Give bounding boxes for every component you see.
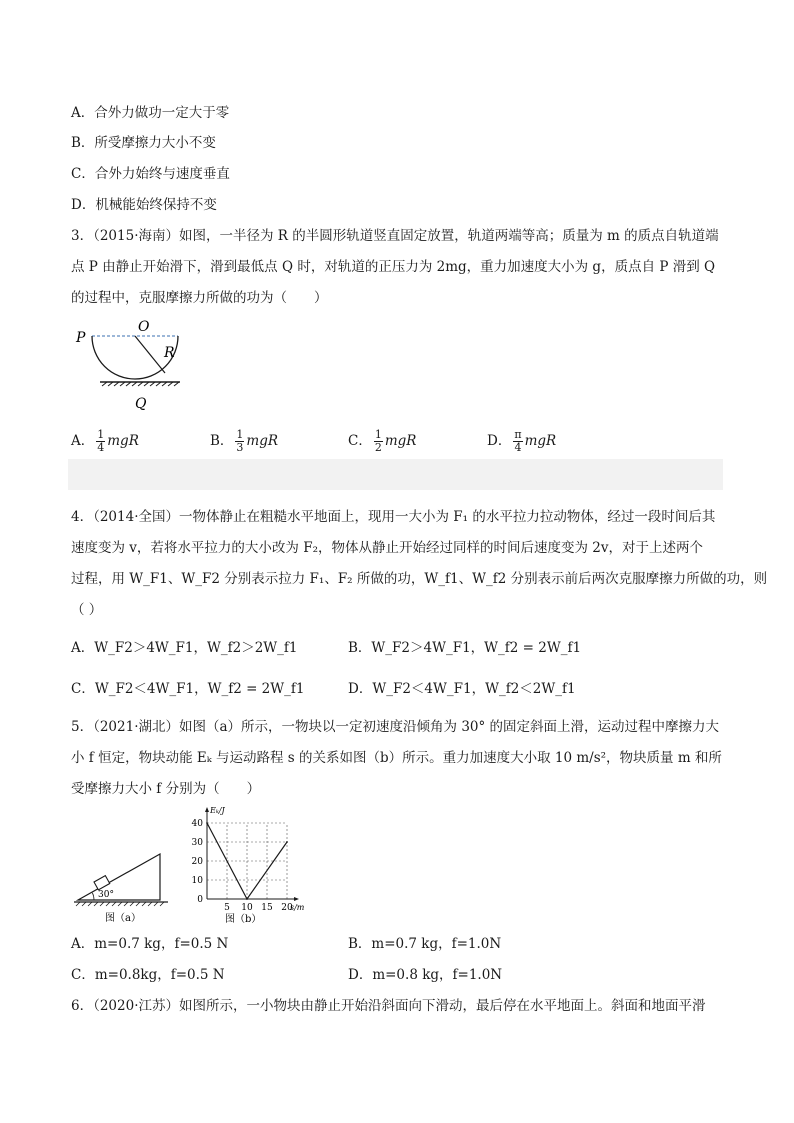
data-point-0-0 (206, 822, 208, 824)
y-tick-label-0: 0 (197, 895, 203, 905)
q3-semicircle-figure (70, 316, 200, 416)
incline-angle-label: 30° (98, 890, 114, 900)
y-axis-arrow (205, 807, 209, 812)
incline-triangle (78, 854, 160, 900)
q5-option-d: D．m=0.8 kg，f=1.0N (348, 967, 503, 983)
fig-a-caption: 图（a） (105, 913, 141, 924)
data-point-0-2 (286, 841, 288, 843)
x-axis-label: s/m (290, 903, 305, 912)
q5-ek-s-chart (185, 800, 315, 930)
q3-option-d: D． $\frac{\pi}{4}$ mgR (487, 428, 557, 454)
y-axis-label: Eₖ/J (210, 806, 225, 815)
q4-stem-line2: 速度变为 v，若将水平拉力的大小改为 F₂，物体从静止开始经过同样的时间后速度变为 2v，对于上述两个 (71, 540, 703, 556)
q4-stem-line3: 过程，用 W_F1、W_F2 分别表示拉力 F₁、F₂ 所做的功，W_f1、W_f2 分别表示前后两次克服摩擦力所做的功，则 (71, 571, 768, 587)
q5-option-c: C．m=0.8kg，f=0.5 N (71, 967, 225, 983)
q5-option-b: B．m=0.7 kg，f=1.0N (348, 936, 502, 952)
x-tick-label-15: 15 (261, 903, 273, 913)
q6-stem-line1: 6．（2020·江苏）如图所示，一小物块由静止开始沿斜面向下滑动，最后停在水平地面上。斜面和地面平滑 (71, 998, 706, 1014)
q3-stem-line2: 点 P 由静止开始滑下，滑到最低点 Q 时，对轨道的正压力为 2mg，重力加速度大小为 g，质点自 P 滑到 Q (71, 259, 716, 275)
q5-option-a: A．m=0.7 kg，f=0.5 N (71, 936, 229, 952)
q3-option-c: C． $\frac{1}{2}$ mgR (348, 428, 417, 454)
data-point-0-1 (246, 898, 248, 900)
q2-option-a: A．合外力做功一定大于零 (71, 105, 230, 121)
q5-stem-line2: 小 f 恒定，物块动能 Eₖ 与运动路程 s 的关系如图（b）所示。重力加速度大小取 10 m/s²，物块质量 m 和所 (71, 750, 722, 766)
x-tick-label-5: 5 (224, 903, 230, 913)
q3-stem-line3: 的过程中，克服摩擦力所做的功为（ ） (71, 290, 328, 306)
q4-stem-line1: 4．（2014·全国）一物体静止在粗糙水平地面上，现用一大小为 F₁ 的水平拉力拉动物体，经过一段时间后其 (71, 509, 716, 525)
label-p: P (76, 330, 86, 346)
x-axis-arrow (294, 897, 299, 901)
q3-option-a: A． $\frac{1}{4}$ mgR (71, 428, 139, 454)
q2-option-b: B．所受摩擦力大小不变 (71, 135, 216, 151)
q4-option-a: A．W_F2＞4W_F1，W_f2＞2W_f1 (71, 640, 298, 656)
q2-option-d: D．机械能始终保持不变 (71, 197, 217, 213)
sliding-block (94, 876, 110, 890)
q4-option-d: D．W_F2＜4W_F1，W_f2＜2W_f1 (348, 681, 576, 697)
label-o: O (138, 319, 150, 335)
gray-separator-band (68, 459, 723, 490)
x-tick-label-20: 20 (281, 903, 293, 913)
q5-incline-figure (72, 820, 182, 930)
q4-option-b: B．W_F2＞4W_F1，W_f2 = 2W_f1 (348, 640, 582, 656)
q4-stem-line4: （ ） (71, 602, 103, 618)
fig-b-caption: 图（b） (225, 914, 262, 925)
label-q: Q (135, 396, 147, 412)
q3-option-b: B． $\frac{1}{3}$ mgR (210, 428, 279, 454)
angle-arc (92, 893, 94, 900)
q5-stem-line3: 受摩擦力大小 f 分别为（ ） (71, 781, 261, 797)
q4-option-c: C．W_F2＜4W_F1，W_f2 = 2W_f1 (71, 681, 305, 697)
q2-option-c: C．合外力始终与速度垂直 (71, 166, 230, 182)
y-tick-label-20: 20 (191, 857, 203, 867)
y-tick-label-40: 40 (191, 819, 203, 829)
q3-stem-line1: 3．（2015·海南）如图，一半径为 R 的半圆形轨道竖直固定放置，轨道两端等高；质量为 m 的质点自轨道端 (71, 228, 719, 244)
y-tick-label-10: 10 (191, 876, 203, 886)
label-r: R (164, 345, 175, 361)
x-tick-label-10: 10 (241, 903, 253, 913)
y-tick-label-30: 30 (191, 838, 203, 848)
radius-line (135, 336, 165, 373)
q5-stem-line1: 5．（2021·湖北）如图（a）所示，一物块以一定初速度沿倾角为 30° 的固定斜面上滑，运动过程中摩擦力大 (71, 719, 720, 735)
